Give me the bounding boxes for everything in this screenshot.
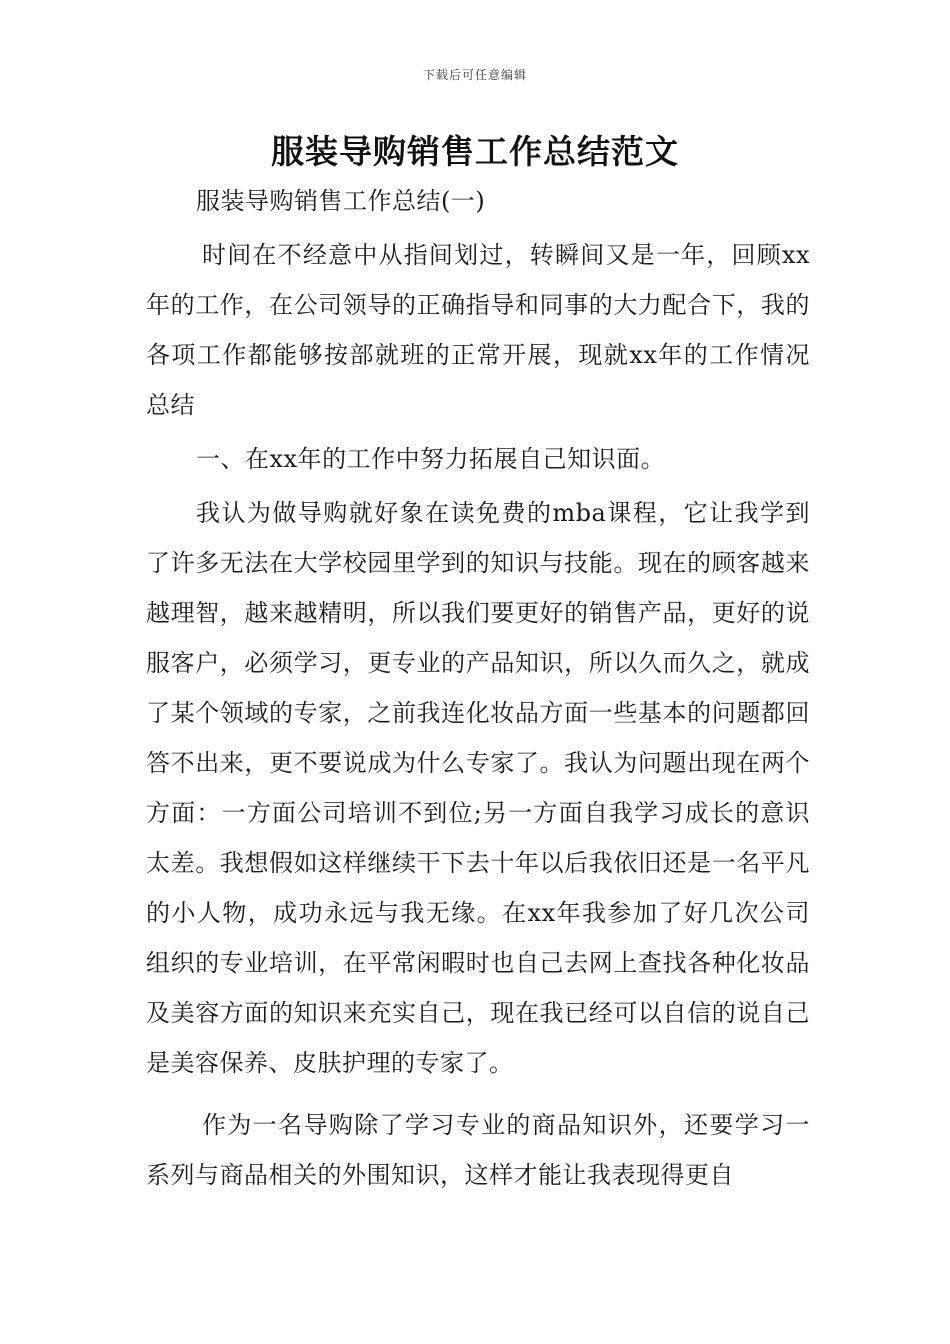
paragraph-knowledge: 我认为做导购就好象在读免费的mba课程，它让我学到了许多无法在大学校园里学到的知识与技能。现在的顾客越来越理智，越来越精明，所以我们要更好的销售产品，更好的说服客户，必须学习，更专业的产品知识，所以久而久之，就成了某个领域的专家，之前我连化妆品方面一些基本的问题都回答不出来，更不要说成为什么专家了。我认为问题出现在两个方面：一方面公司培训不到位;另一方面自我学习成长的意识太差。我想假如这样继续干下去十年以后我依旧还是一名平凡的小人物，成功永远与我无缘。在xx年我参加了好几次公司组织的专业培训，在平常闲暇时也自己去网上查找各种化妆品及美容方面的知识来充实自己，现在我已经可以自信的说自己是美容保养、皮肤护理的专家了。: [146, 499, 810, 1077]
document-body: [146, 176, 810, 1200]
section-subtitle: 服装导购销售工作总结(一): [196, 187, 486, 215]
section-heading-1: 一、在xx年的工作中努力拓展自己知识面。: [196, 445, 666, 473]
paragraph-intro: 时间在不经意中从指间划过，转瞬间又是一年，回顾xx年的工作，在公司领导的正确指导和同事的大力配合下，我的各项工作都能够按部就班的正常开展，现就xx年的工作情况总结: [146, 241, 810, 419]
header-note: 下载后可任意编辑: [422, 68, 527, 82]
paragraph-peripheral-knowledge: 作为一名导购除了学习专业的商品知识外，还要学习一系列与商品相关的外围知识，这样才能让我表现得更自: [146, 1111, 810, 1189]
document-title: 服装导购销售工作总结范文: [271, 132, 679, 171]
